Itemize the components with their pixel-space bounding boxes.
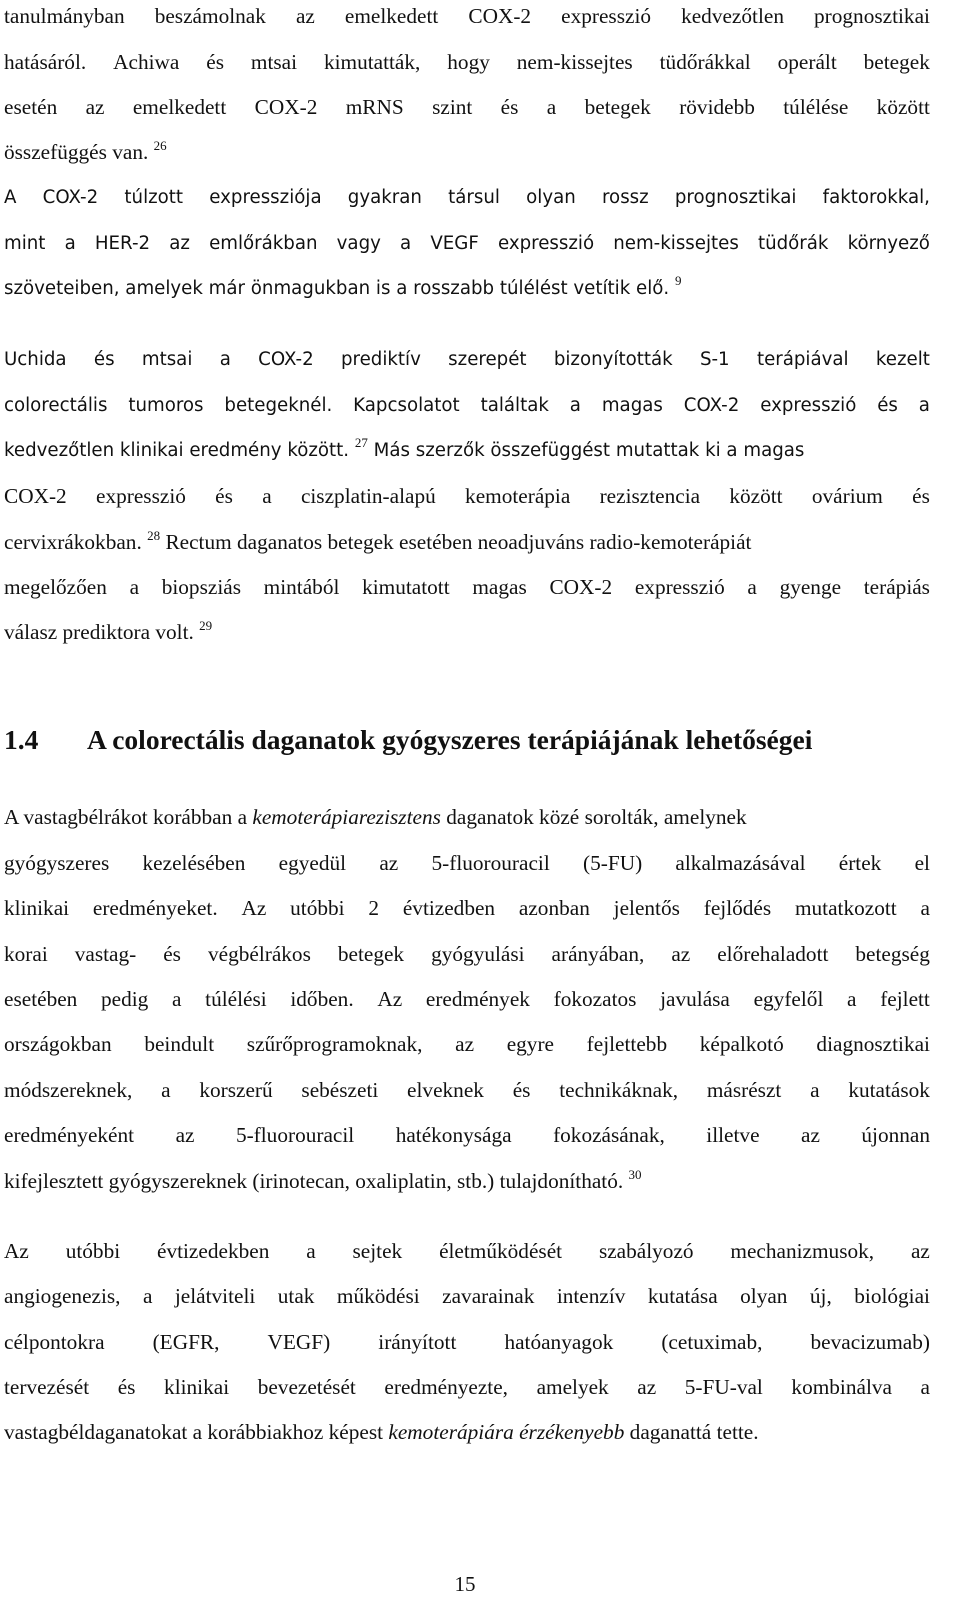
word: mtsai: [250, 50, 298, 74]
word: és: [163, 942, 181, 966]
word: betegek: [863, 50, 930, 74]
word: eredmények: [425, 987, 530, 1011]
word: egyre: [506, 1032, 554, 1056]
word: faktorokkal,: [822, 187, 930, 208]
word: magas: [601, 395, 663, 416]
word: eredményezte,: [384, 1375, 508, 1399]
text-line: [4, 139, 930, 165]
word: COX-2: [683, 395, 740, 416]
word: amelyek: [536, 1375, 609, 1399]
word: kemoterápia: [465, 484, 571, 508]
word: életműködését: [439, 1239, 563, 1263]
word: hogy: [447, 50, 490, 74]
word: találtak: [480, 395, 549, 416]
citation-ref: 9: [674, 273, 682, 288]
word: expresszió: [561, 4, 652, 28]
word: expresszió: [634, 575, 725, 599]
word: magas: [472, 575, 527, 599]
text-line: [4, 435, 930, 464]
section-title: A colorectális daganatok gyógyszeres terápiájának lehetőségei: [87, 724, 813, 755]
word: mechanizmusok,: [730, 1239, 875, 1263]
word: fokozatos: [553, 987, 637, 1011]
word: gyenge: [779, 575, 842, 599]
word: COX-2: [258, 349, 314, 370]
text-line: [4, 574, 930, 600]
word: a: [161, 1078, 171, 1102]
word: gyógyulási: [431, 942, 525, 966]
text-line: [4, 1329, 930, 1355]
word: elveknek: [407, 1078, 484, 1102]
word: környező: [847, 233, 930, 254]
word: 2: [368, 896, 380, 920]
text-span: daganattá tette.: [629, 1420, 759, 1444]
word: módszereknek,: [4, 1078, 133, 1102]
text-line: [4, 986, 930, 1012]
word: között: [876, 95, 930, 119]
text-line: [4, 1122, 930, 1148]
page-number: 15: [454, 1572, 476, 1596]
text-line: [4, 347, 930, 373]
word: és: [117, 1375, 136, 1399]
word: zavarainak: [442, 1284, 535, 1308]
word: betegeknél.: [224, 395, 333, 416]
word: az: [801, 1123, 820, 1147]
word: szerepét: [448, 349, 527, 370]
word: el: [914, 851, 930, 875]
word: expresszió: [497, 233, 595, 254]
word: colorectális: [4, 395, 108, 416]
word: Achiwa: [113, 50, 180, 74]
word: jelentős: [613, 896, 680, 920]
word: a: [847, 987, 857, 1011]
word: rövidebb: [679, 95, 755, 119]
word: a: [172, 987, 182, 1011]
word: tanulmányban: [4, 4, 125, 28]
word: klinikai: [4, 896, 70, 920]
word: hatékonysága: [395, 1123, 512, 1147]
text-span: Más szerzők összefüggést mutattak ki a magas: [373, 440, 805, 461]
word: és: [206, 50, 224, 74]
word: a: [219, 349, 231, 370]
word: VEGF: [430, 233, 479, 254]
word: HER-2: [94, 233, 151, 254]
word: Az: [4, 1239, 29, 1263]
text-line: [4, 1374, 930, 1400]
word: kutatása: [647, 1284, 718, 1308]
section-heading: [4, 724, 812, 756]
word: az: [175, 1123, 195, 1147]
word: vastag-: [74, 942, 137, 966]
word: olyan: [526, 187, 576, 208]
text-span: cervixrákokban.: [4, 530, 142, 554]
citation-ref: 29: [199, 618, 213, 633]
word: intenzív: [556, 1284, 626, 1308]
word: azonban: [518, 896, 590, 920]
word: arányában,: [551, 942, 645, 966]
word: alkalmazásával: [675, 851, 806, 875]
word: (EGFR,: [152, 1330, 220, 1354]
word: a: [142, 1284, 153, 1308]
word: kimutatták,: [323, 50, 421, 74]
word: szint: [432, 95, 473, 119]
text-line: [4, 804, 930, 830]
text-line: [4, 1077, 930, 1103]
word: betegek: [337, 942, 405, 966]
word: tüdőrák: [757, 233, 829, 254]
word: rezisztencia: [599, 484, 701, 508]
word: 5-FU-val: [684, 1375, 763, 1399]
word: gyógyszeres: [4, 851, 110, 875]
word: rossz: [601, 187, 649, 208]
citation-ref: 28: [147, 528, 161, 543]
word: bevezetését: [257, 1375, 356, 1399]
word: megelőzően: [4, 575, 107, 599]
word: túlélése: [783, 95, 849, 119]
word: nem-kissejtes: [613, 233, 739, 254]
word: új,: [809, 1284, 832, 1308]
word: célpontokra: [4, 1330, 105, 1354]
text-span: szöveteiben, amelyek már önmagukban is a rosszabb túlélést vetítik elő.: [4, 278, 670, 299]
word: olyan: [740, 1284, 788, 1308]
word: az: [169, 233, 190, 254]
word: COX-2: [254, 95, 318, 119]
word: biológiai: [854, 1284, 930, 1308]
word: az: [671, 942, 691, 966]
word: között: [729, 484, 783, 508]
word: tüdőrákkal: [659, 50, 751, 74]
word: pedig: [101, 987, 149, 1011]
word: 5-fluorouracil: [235, 1123, 355, 1147]
word: expressziója: [209, 187, 322, 208]
word: kezelésében: [142, 851, 246, 875]
word: prognosztikai: [674, 187, 797, 208]
word: az: [637, 1375, 657, 1399]
word: újonnan: [861, 1123, 930, 1147]
word: mRNS: [345, 95, 404, 119]
word: országokban: [4, 1032, 112, 1056]
word: A: [4, 187, 17, 208]
text-line: [4, 94, 930, 120]
word: és: [500, 95, 519, 119]
word: a: [262, 484, 272, 508]
word: betegek: [584, 95, 651, 119]
word: (cetuximab,: [661, 1330, 763, 1354]
word: és: [877, 395, 898, 416]
word: esetében: [4, 987, 78, 1011]
word: 5-fluorouracil: [431, 851, 550, 875]
text-line: [4, 185, 930, 211]
text-span: vastagbéldaganatokat a korábbiakhoz képest: [4, 1420, 384, 1444]
word: irányított: [378, 1330, 457, 1354]
word: COX-2: [4, 484, 67, 508]
word: a: [546, 95, 557, 119]
word: mtsai: [141, 349, 193, 370]
word: utóbbi: [290, 896, 345, 920]
word: kombinálva: [791, 1375, 892, 1399]
text-line: [4, 895, 930, 921]
word: emlőrákban: [209, 233, 318, 254]
citation-ref: 26: [153, 138, 167, 153]
word: az: [85, 95, 105, 119]
word: szabályozó: [598, 1239, 694, 1263]
word: emelkedett: [344, 4, 439, 28]
word: értek: [838, 851, 882, 875]
word: gyakran: [347, 187, 422, 208]
text-span: kifejlesztett gyógyszereknek (irinotecan, oxaliplatin, stb.) tulajdonítható.: [4, 1169, 624, 1193]
word: angiogenezis,: [4, 1284, 121, 1308]
word: és: [93, 349, 115, 370]
word: a: [129, 575, 140, 599]
word: beindult: [144, 1032, 215, 1056]
italic-term: kemoterápiára érzékenyebb: [388, 1420, 625, 1444]
word: eredményeket.: [92, 896, 218, 920]
text-line: [4, 1283, 930, 1309]
text-line: [4, 3, 930, 29]
text-line: [4, 619, 930, 645]
word: utóbbi: [65, 1239, 121, 1263]
text-span: válasz prediktora volt.: [4, 620, 194, 644]
text-line: [4, 1238, 930, 1264]
word: a: [810, 1078, 820, 1102]
word: beszámolnak: [154, 4, 266, 28]
word: ciszplatin-alapú: [300, 484, 436, 508]
word: működési: [336, 1284, 420, 1308]
word: vagy: [336, 233, 381, 254]
word: nem-kissejtes: [516, 50, 633, 74]
word: diagnosztikai: [816, 1032, 930, 1056]
word: bevacizumab): [810, 1330, 930, 1354]
word: hatásáról.: [4, 50, 87, 74]
word: társul: [448, 187, 500, 208]
text-span: Rectum daganatos betegek esetében neoadjuváns radio-kemoterápiát: [165, 530, 752, 554]
word: végbélrákos: [207, 942, 311, 966]
word: Uchida: [4, 349, 67, 370]
citation-ref: 27: [354, 435, 368, 450]
word: tumoros: [128, 395, 204, 416]
word: és: [512, 1078, 531, 1102]
word: mutatkozott: [794, 896, 897, 920]
word: jelátviteli: [174, 1284, 256, 1308]
word: a: [747, 575, 757, 599]
word: sejtek: [352, 1239, 403, 1263]
word: (5-FU): [583, 851, 643, 875]
word: fejlődés: [703, 896, 772, 920]
word: évtizedben: [402, 896, 496, 920]
word: túlélési: [205, 987, 267, 1011]
word: illetve: [706, 1123, 760, 1147]
word: és: [215, 484, 233, 508]
text-line: [4, 273, 930, 302]
word: évtizedekben: [157, 1239, 270, 1263]
word: a: [920, 1375, 930, 1399]
word: COX-2: [549, 575, 613, 599]
text-line: [4, 1031, 930, 1057]
word: COX-2: [42, 187, 99, 208]
word: Az: [377, 987, 403, 1011]
word: az: [910, 1239, 930, 1263]
word: biopsziás: [161, 575, 241, 599]
text-span: A vastagbélrákot korábban a: [4, 805, 248, 829]
word: fokozásának,: [553, 1123, 665, 1147]
word: operált: [777, 50, 837, 74]
word: az: [455, 1032, 475, 1056]
word: betegség: [855, 942, 930, 966]
text-line: [4, 393, 930, 419]
text-line: [4, 941, 930, 967]
word: VEGF): [267, 1330, 331, 1354]
citation-ref: 30: [628, 1167, 642, 1182]
word: eredményeként: [4, 1123, 135, 1147]
text-line: [4, 231, 930, 257]
word: Kapcsolatot: [353, 395, 460, 416]
word: mint: [4, 233, 46, 254]
text-line: [4, 49, 930, 75]
text-line: [4, 850, 930, 876]
word: S-1: [699, 349, 730, 370]
word: terápiás: [863, 575, 930, 599]
word: korai: [4, 942, 48, 966]
text-line: [4, 1168, 930, 1194]
word: hatóanyagok: [504, 1330, 614, 1354]
word: egyedül: [278, 851, 347, 875]
word: korszerű: [199, 1078, 273, 1102]
italic-term: kemoterápiarezisztens: [252, 805, 441, 829]
word: kedvezőtlen: [681, 4, 784, 28]
word: a: [64, 233, 76, 254]
word: sebészeti: [301, 1078, 379, 1102]
word: prognosztikai: [814, 4, 930, 28]
word: COX-2: [468, 4, 532, 28]
word: Az: [241, 896, 267, 920]
word: fejlettebb: [586, 1032, 668, 1056]
text-span: daganatok közé sorolták, amelynek: [446, 805, 747, 829]
word: az: [295, 4, 315, 28]
word: a: [400, 233, 412, 254]
word: terápiával: [756, 349, 849, 370]
word: kimutatott: [362, 575, 450, 599]
word: szűrőprogramoknak,: [246, 1032, 423, 1056]
word: egyfelől: [753, 987, 824, 1011]
word: a: [920, 896, 930, 920]
word: kezelt: [875, 349, 930, 370]
word: képalkotó: [699, 1032, 784, 1056]
text-line: [4, 529, 930, 555]
word: technikáknak,: [559, 1078, 679, 1102]
word: expresszió: [760, 395, 857, 416]
section-number: 1.4: [4, 724, 39, 755]
word: az: [379, 851, 399, 875]
word: időben.: [290, 987, 354, 1011]
word: expresszió: [96, 484, 186, 508]
word: fejlett: [880, 987, 930, 1011]
word: tervezését: [4, 1375, 90, 1399]
word: ovárium: [811, 484, 883, 508]
word: másrészt: [706, 1078, 782, 1102]
word: javulása: [660, 987, 730, 1011]
word: bizonyították: [553, 349, 673, 370]
word: a: [918, 395, 930, 416]
word: prediktív: [340, 349, 421, 370]
word: a: [306, 1239, 316, 1263]
text-span: kedvezőtlen klinikai eredmény között.: [4, 440, 350, 461]
text-line: [4, 483, 930, 509]
word: emelkedett: [132, 95, 227, 119]
word: kutatások: [848, 1078, 930, 1102]
word: előrehaladott: [717, 942, 829, 966]
word: esetén: [4, 95, 58, 119]
text-span: összefüggés van.: [4, 140, 149, 164]
word: túlzott: [124, 187, 184, 208]
text-line: [4, 1419, 930, 1445]
word: utak: [277, 1284, 315, 1308]
word: a: [569, 395, 581, 416]
word: klinikai: [164, 1375, 230, 1399]
word: mintából: [263, 575, 340, 599]
word: és: [912, 484, 930, 508]
